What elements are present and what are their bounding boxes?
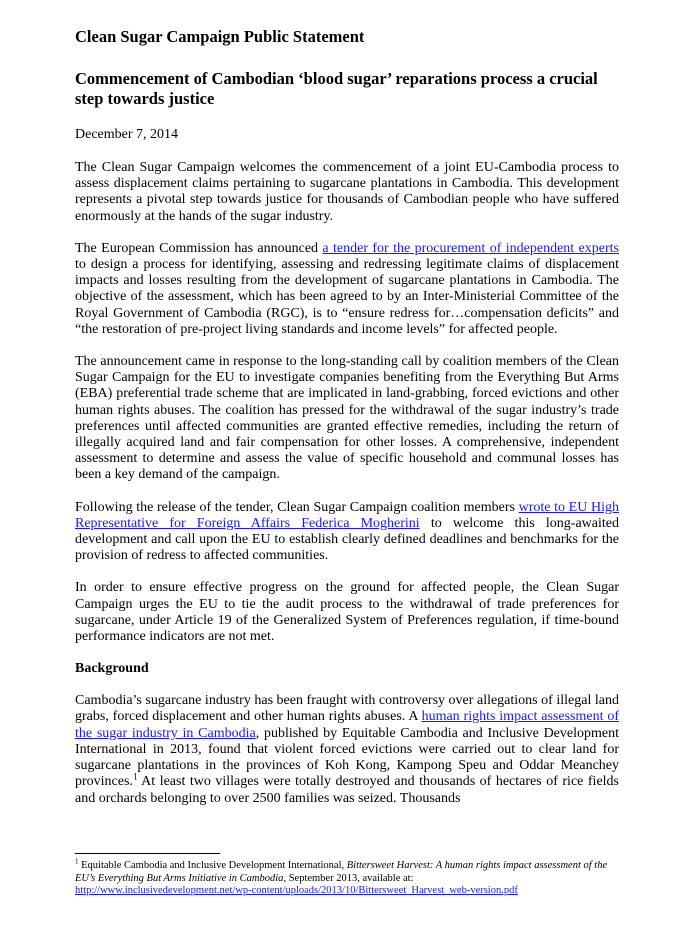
statement-title: Clean Sugar Campaign Public Statement xyxy=(75,27,365,46)
footnote-text-start: Equitable Cambodia and Inclusive Development International, xyxy=(78,860,347,871)
footnote-reference[interactable]: 1 xyxy=(132,771,138,782)
paragraph-letter-text-end: to welcome this long-awaited development and call upon the EU to establish clearly defined deadlines and benchmarks for the provision of redress to affected communities. xyxy=(75,515,620,564)
footnote-url-link[interactable]: http://www.inclusivedevelopment.net/wp-content/uploads/2013/10/Bittersweet_Harvest_web-version.pdf xyxy=(75,885,518,897)
paragraph-tender-text-end: to design a process for identifying, assessing and redressing legitimate claims of displacement impacts and losses resulting from the development of sugarcane plantations in Cambodia. The objective of the assessment, which has been agreed to by an Inter-Ministerial Committee of the Royal Government of Cambodia (RGC), is to “ensure redress for…compensation deficits” and “the restoration of pre-project living standards and income levels” for affected people. xyxy=(75,257,619,337)
footnote-title: Bittersweet Harvest: A human rights impact assessment of the EU’s Everything But Arms Initiative in Cambodia xyxy=(75,860,608,884)
paragraph-background-text-end: At least two villages were totally destroyed and thousands of hectares of rice fields and orchards belonging to over 2500 families was seized. Thousands xyxy=(75,774,619,806)
paragraph-announcement: The announcement came in response to the long-standing call by coalition members of the Clean Sugar Campaign for the EU to investigate companies benefiting from the Everything But Arms (EBA) preferential trade scheme that are implicated in land-grabbing, forced evictions and other human rights abuses. The coalition has pressed for the withdrawal of the sugar industry’s trade preferences until affected communities are granted effective remedies, including the return of illegally acquired land and fair compensation for other losses. A comprehensive, independent assessment to determine and assess the value of specific household and communal losses has been a key demand of the campaign. xyxy=(75,354,619,483)
paragraph-letter-text-start: Following the release of the tender, Clean Sugar Campaign coalition members xyxy=(75,499,519,515)
paragraph-intro: The Clean Sugar Campaign welcomes the commencement of a joint EU-Cambodia process to assess displacement claims pertaining to sugarcane plantations in Cambodia. This development represents a pivotal step towards justice for thousands of Cambodian people who have suffered enormously at the hands of the sugar industry. xyxy=(75,160,619,224)
headline: Commencement of Cambodian ‘blood sugar’ reparations process a crucial step towards justice xyxy=(75,69,598,108)
paragraph-letter xyxy=(75,500,619,565)
paragraph-background xyxy=(75,693,619,806)
paragraph-background-text-middle: , published by Equitable Cambodia and Inclusive Development International in 2013, found that violent forced evictions were carried out to clear land for sugarcane plantations in the provinces of Koh Kong, Kampong Speu and Oddar Meanchey provinces. xyxy=(75,725,619,790)
footnote-divider xyxy=(75,853,220,854)
footnote-marker: 1 xyxy=(75,857,79,866)
impact-assessment-link[interactable]: human rights impact assessment of the sugar industry in Cambodia xyxy=(75,709,619,741)
mogherini-letter-link[interactable]: wrote to EU High Representative for Foreign Affairs Federica Mogherini xyxy=(75,499,619,531)
tender-link[interactable]: a tender for the procurement of independent experts xyxy=(322,240,619,256)
footnote-text-end: , September 2013, available at: xyxy=(283,872,414,884)
statement-date: December 7, 2014 xyxy=(75,127,179,142)
paragraph-tender-text-start: The European Commission has announced xyxy=(75,240,323,256)
paragraph-background-text-start: Cambodia’s sugarcane industry has been fraught with controversy over allegations of illegal land grabs, forced displacement and other human rights abuses. A xyxy=(75,693,619,725)
background-heading: Background xyxy=(75,661,149,677)
paragraph-tender xyxy=(75,241,619,338)
paragraph-progress: In order to ensure effective progress on the ground for affected people, the Clean Sugar Campaign urges the EU to tie the audit process to the withdrawal of trade preferences for sugarcane, under Article 19 of the Generalized System of Preferences regulation, if time-bound performance indicators are not met. xyxy=(75,580,619,645)
footnote xyxy=(75,857,620,898)
